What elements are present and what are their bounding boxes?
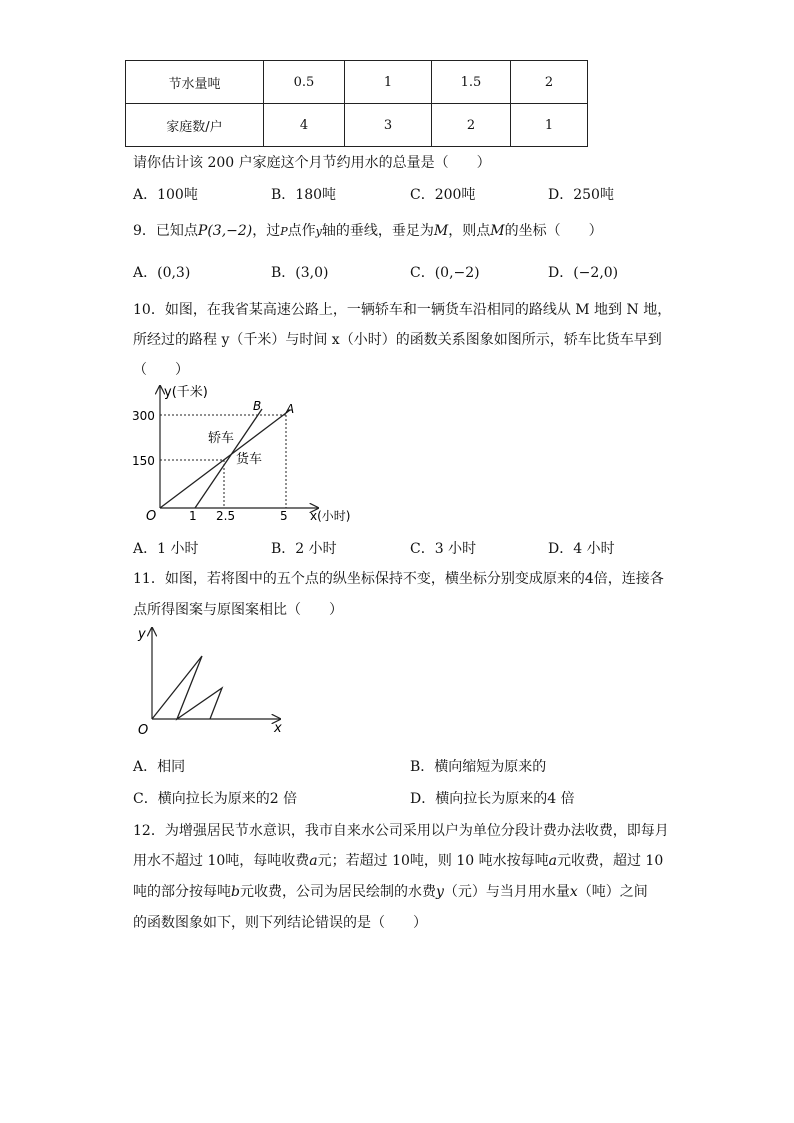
q9-text: ，过 (252, 223, 281, 239)
q10-distance-time-graph (128, 380, 368, 528)
q11-option-c: C．横向拉长为原来的2 倍 (133, 791, 298, 807)
q9-option-c: C．(0,−2) (410, 265, 480, 281)
q12-text: 元；若超过 10吨，则 10 吨水按每吨 (317, 853, 549, 869)
q12-line: 的函数图象如下，则下列结论错误的是（ ） (133, 915, 427, 931)
q9-option-d: D．(−2,0) (548, 265, 619, 281)
q12-line: 12．为增强居民节水意识，我市自来水公司采用以户为单位分段计费办法收费，即每月 (133, 823, 669, 839)
table-cell: 1 (345, 61, 432, 104)
q10-line: （ ） (133, 362, 189, 378)
truck-line (160, 410, 290, 508)
x-tick-label: 1 (189, 509, 197, 523)
y-tick-label: 150 (132, 454, 155, 468)
q10-line: 10．如图，在我省某高速公路上，一辆轿车和一辆货车沿相同的路线从 M 地到 N 地， (133, 302, 672, 318)
q12-text: 元收费，公司为居民绘制的水费 (239, 884, 436, 900)
q11-zigzag-graph (130, 622, 290, 740)
origin-label: O (138, 723, 149, 738)
q9-option-a: A．(0,3) (133, 265, 191, 281)
q12-text: 吨的部分按每吨 (133, 884, 231, 900)
q8-option-c: C．200吨 (410, 187, 476, 203)
q9-var-m: M (433, 223, 449, 239)
q9-text: 点作 (287, 223, 316, 239)
q8-option-b: B．180吨 (271, 187, 337, 203)
q11-line: 11．如图，若将图中的五个点的纵坐标保持不变，横坐标分别变成原来的4倍，连接各 (133, 571, 664, 587)
x-tick-label: 2.5 (216, 509, 236, 523)
table-header-cell: 家庭数/户 (126, 104, 264, 147)
table-cell: 3 (345, 104, 432, 147)
q10-option-b: B．2 小时 (271, 541, 337, 557)
table-header-cell: 节水量吨 (126, 61, 264, 104)
truck-label: 货车 (236, 452, 263, 467)
q12-var-x: x (569, 884, 578, 900)
q12-line (133, 881, 648, 901)
q11-option-a: A．相同 (133, 759, 186, 775)
table-cell: 2 (432, 104, 511, 147)
q9-var-m: M (490, 223, 505, 239)
q10-option-d: D．4 小时 (548, 541, 615, 557)
y-axis-label: y(千米) (164, 385, 208, 400)
q9-var-p: P (280, 225, 288, 238)
table-cell: 2 (511, 61, 588, 104)
water-saving-table (125, 60, 588, 147)
table-cell: 1.5 (432, 61, 511, 104)
q12-text: （吨）之间 (577, 884, 648, 900)
q11-option-b: B．横向缩短为原来的 (410, 759, 547, 775)
q9-stem (133, 220, 603, 240)
y-tick-label: 300 (132, 409, 155, 423)
x-axis-label: x (274, 721, 282, 736)
q12-var-a: a (309, 853, 318, 869)
x-axis-label: x(小时) (310, 509, 351, 523)
q12-text: （元）与当月用水量 (443, 884, 570, 900)
q8-option-a: A．100吨 (133, 187, 198, 203)
q9-option-b: B．(3,0) (271, 265, 329, 281)
q12-line (133, 850, 663, 870)
q9-text: 9．已知点 (133, 223, 198, 239)
table-cell: 1 (511, 104, 588, 147)
q10-option-a: A．1 小时 (133, 541, 199, 557)
q9-text: 的坐标（ ） (504, 223, 603, 239)
origin-label: O (146, 509, 157, 524)
point-b-label: B (253, 399, 262, 413)
car-label: 轿车 (208, 431, 235, 446)
point-a-label: A (286, 402, 295, 416)
q11-line: 点所得图案与原图案相比（ ） (133, 602, 343, 618)
q12-var-y: y (435, 884, 444, 900)
q9-text: 轴的垂线，垂足为 (321, 223, 434, 239)
q12-var-a: a (548, 853, 557, 869)
q10-option-c: C．3 小时 (410, 541, 477, 557)
table-row (126, 104, 588, 147)
q8-stem: 请你估计该 200 户家庭这个月节约用水的总量是（ ） (133, 155, 491, 171)
table-cell: 0.5 (264, 61, 345, 104)
q11-option-d: D．横向拉长为原来的4 倍 (410, 791, 575, 807)
q9-point-p: P(3,−2) (197, 223, 253, 239)
q8-option-d: D．250吨 (548, 187, 614, 203)
q12-var-b: b (231, 884, 240, 900)
table-row (126, 61, 588, 104)
q12-text: 元收费，超过 10 (556, 853, 664, 869)
table-cell: 4 (264, 104, 345, 147)
x-tick-label: 5 (280, 509, 288, 523)
zigzag-figure (152, 656, 222, 719)
q9-var-y: y (315, 225, 322, 238)
y-axis-label: y (138, 627, 146, 642)
q9-text: ，则点 (448, 223, 491, 239)
q12-text: 用水不超过 10吨，每吨收费 (133, 853, 310, 869)
q10-line: 所经过的路程 y（千米）与时间 x（小时）的函数关系图象如图所示，轿车比货车早到 (133, 332, 662, 348)
